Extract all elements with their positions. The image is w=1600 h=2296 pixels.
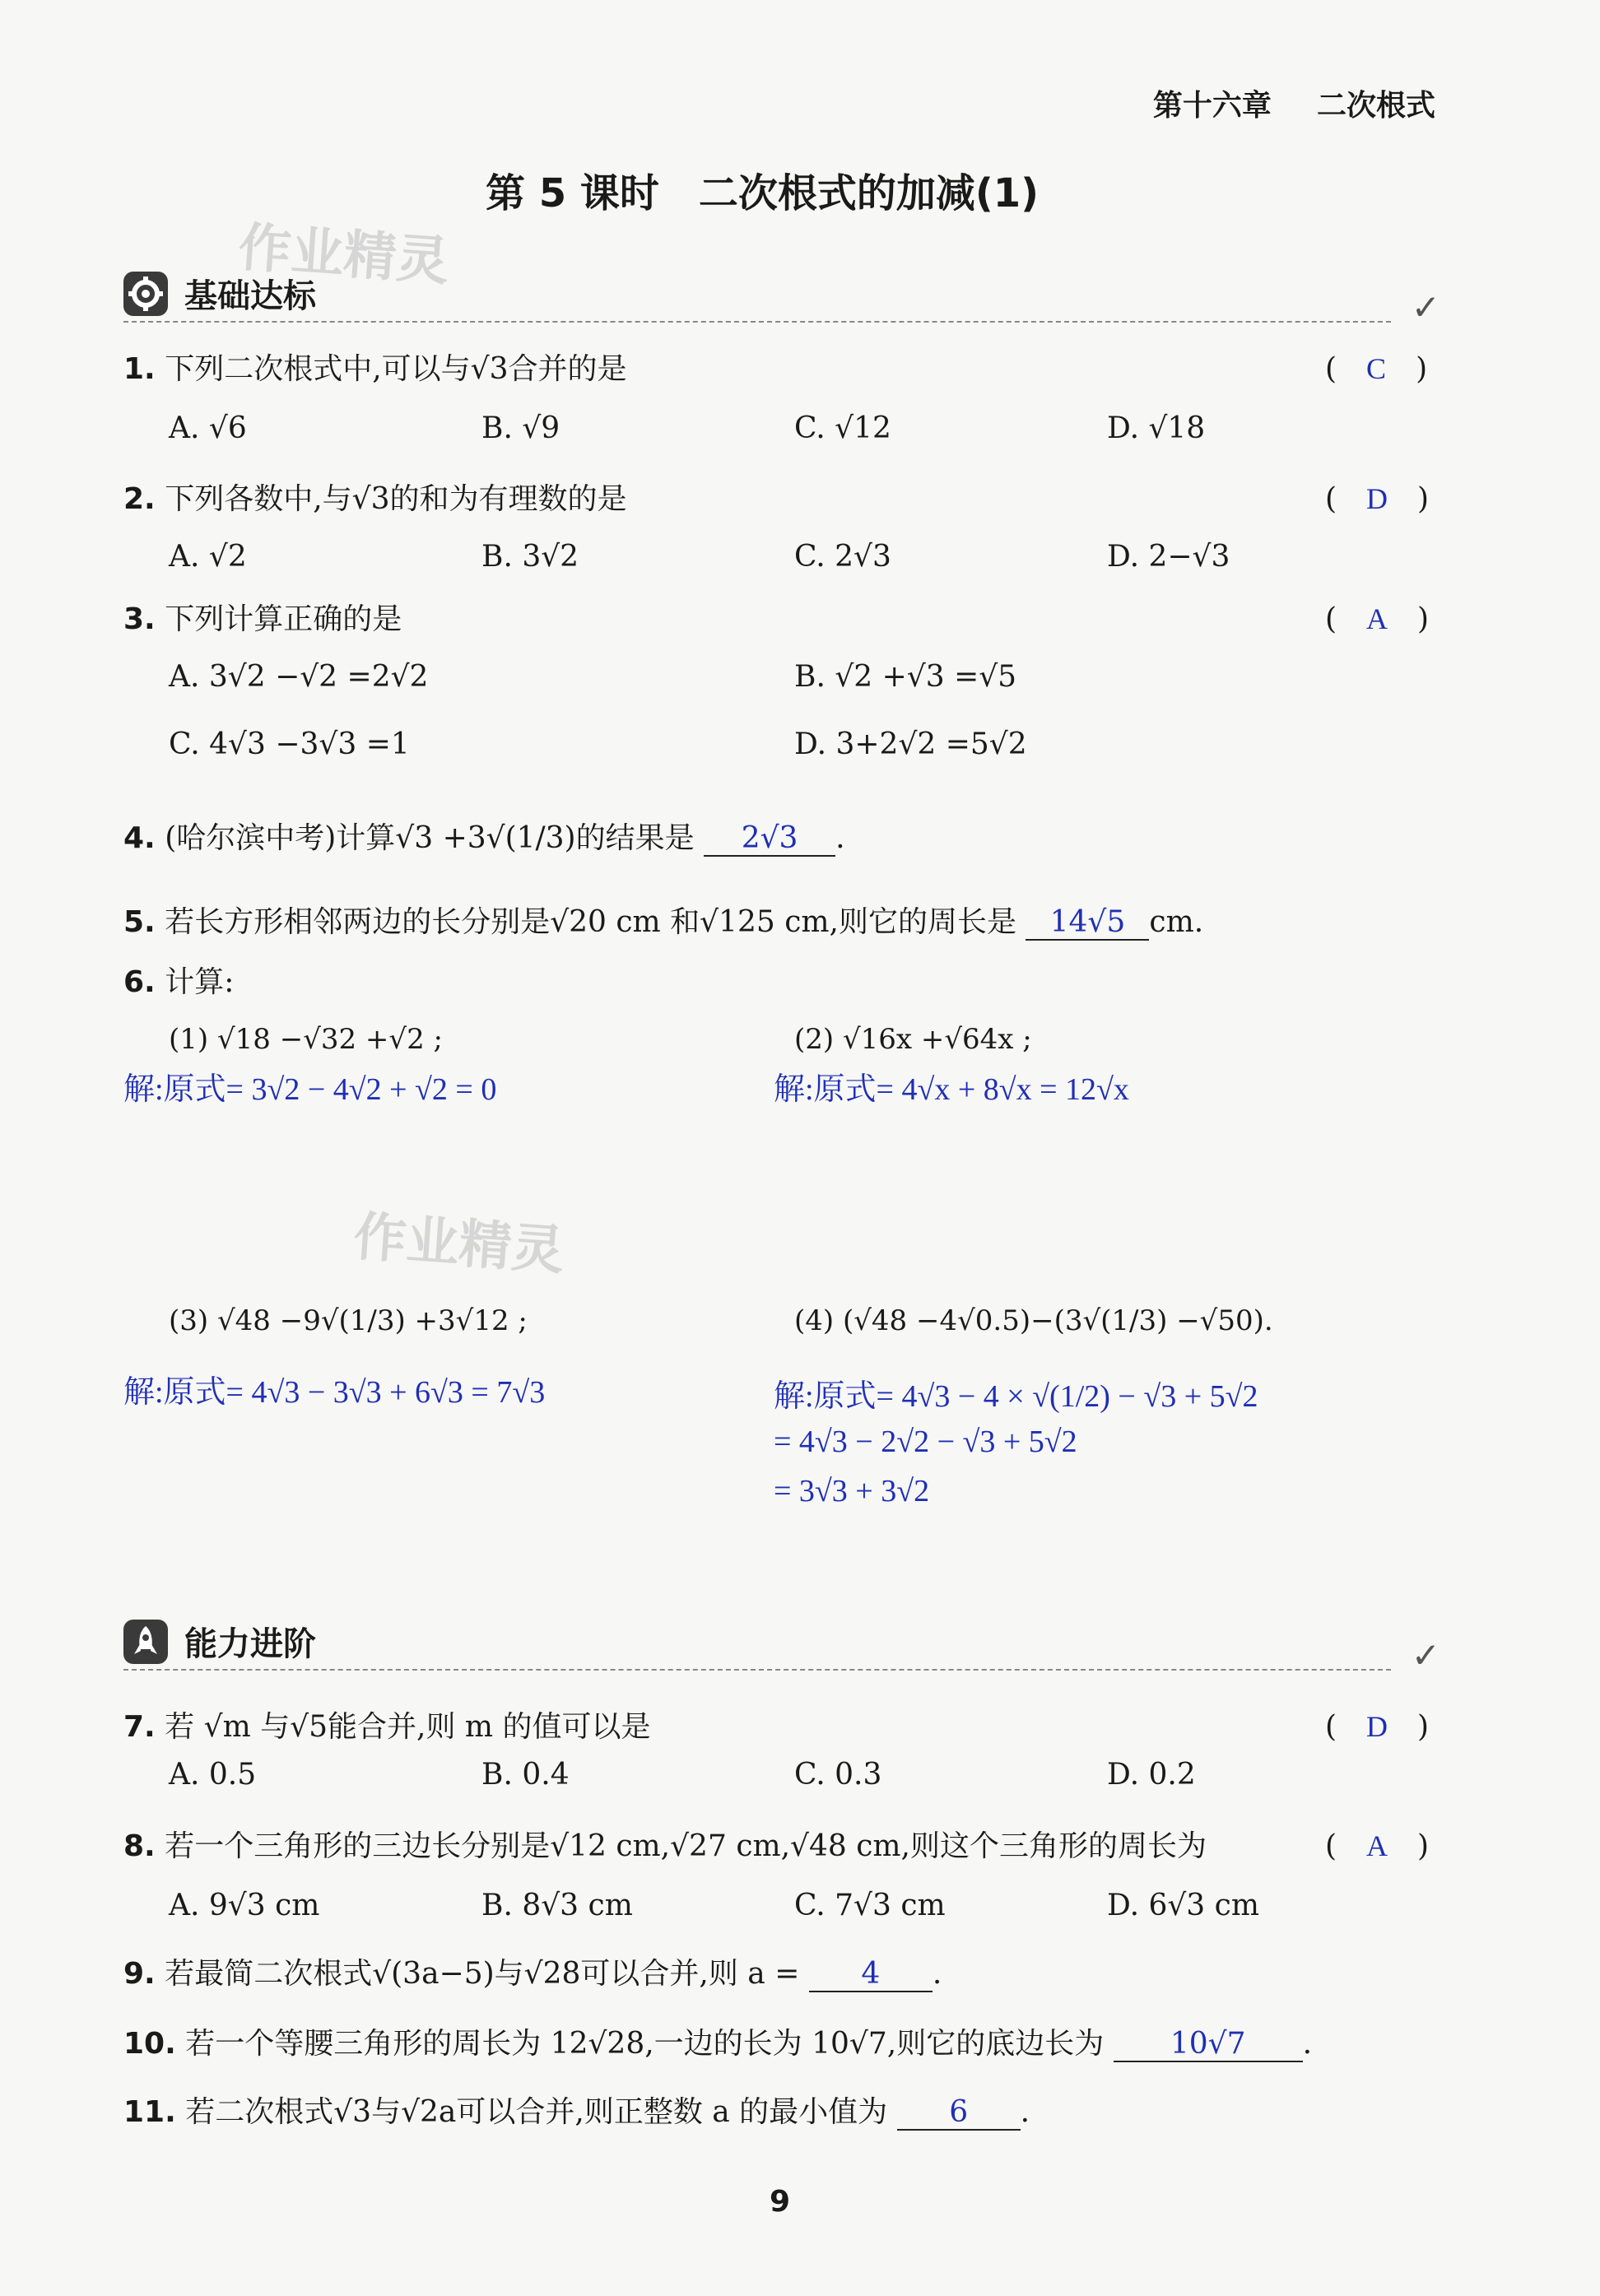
- question-5: 5. 若长方形相邻两边的长分别是√20 cm 和√125 cm,则它的周长是 14√5 cm.: [123, 905, 1204, 939]
- solution: 解:原式= 4√x + 8√x = 12√x: [774, 1072, 1129, 1107]
- gear-icon: [123, 272, 168, 316]
- answer: D: [1366, 482, 1388, 515]
- question-2: 2. 下列各数中,与√3的和为有理数的是: [123, 482, 627, 516]
- answer-blank: 2√3: [704, 821, 835, 857]
- option: A. 9√3 cm: [169, 1889, 320, 1922]
- solution: 解:原式= 3√2 − 4√2 + √2 = 0: [123, 1072, 497, 1107]
- option: D. 6√3 cm: [1107, 1889, 1259, 1922]
- question-7: 7. 若 √m 与√5能合并,则 m 的值可以是: [123, 1710, 651, 1744]
- checkmark-icon: ✓: [1411, 287, 1440, 328]
- option: A. 3√2 −√2 =2√2: [169, 660, 429, 694]
- section-basic: [123, 265, 1440, 328]
- option: D. 2−√3: [1107, 540, 1230, 574]
- option: B. 0.4: [481, 1758, 570, 1792]
- question-4: 4. (哈尔滨中考)计算√3 +3√(1/3)的结果是 2√3 .: [123, 821, 845, 855]
- section-title: 基础达标: [184, 277, 316, 315]
- divider: [123, 1669, 1391, 1671]
- solution: 解:原式= 4√3 − 3√3 + 6√3 = 7√3: [123, 1375, 546, 1410]
- option: B. 3√2: [481, 540, 579, 574]
- divider: [123, 321, 1391, 323]
- section-advanced: [123, 1613, 1440, 1676]
- option: C. 7√3 cm: [794, 1889, 946, 1922]
- watermark: 作业精灵: [236, 217, 451, 293]
- option: B. √2 +√3 =√5: [794, 660, 1017, 694]
- option: A. √6: [169, 411, 247, 445]
- answer-blank: 4: [809, 1957, 933, 1992]
- answer-bracket-2: ( D ): [1325, 482, 1430, 516]
- answer-blank: 14√5: [1026, 905, 1149, 941]
- page-title: 第 5 课时 二次根式的加减(1): [486, 170, 1040, 216]
- question-3: 3. 下列计算正确的是: [123, 602, 402, 636]
- checkmark-icon: ✓: [1411, 1635, 1440, 1676]
- rocket-icon: [123, 1620, 168, 1664]
- option: D. 3+2√2 =5√2: [794, 727, 1027, 761]
- sub-question: (2) √16x +√64x ;: [794, 1023, 1032, 1056]
- chapter-label: 第十六章: [1152, 89, 1272, 123]
- question-8: 8. 若一个三角形的三边长分别是√12 cm,√27 cm,√48 cm,则这个三角形的周长为: [123, 1829, 1207, 1863]
- answer-bracket-1: ( C ): [1325, 352, 1428, 386]
- option: B. 8√3 cm: [481, 1889, 633, 1922]
- solution: 解:原式= 4√3 − 4 × √(1/2) − √3 + 5√2: [774, 1379, 1258, 1414]
- answer-bracket-3: ( A ): [1325, 602, 1430, 636]
- option: C. 2√3: [794, 540, 891, 574]
- sub-question: (3) √48 −9√(1/3) +3√12 ;: [169, 1304, 528, 1337]
- option: A. √2: [169, 540, 247, 574]
- question-6: 6. 计算:: [123, 965, 235, 999]
- question-9: 9. 若最简二次根式√(3a−5)与√28可以合并,则 a = 4 .: [123, 1957, 942, 1991]
- answer-blank: 6: [897, 2095, 1021, 2131]
- question-1: 1. 下列二次根式中,可以与√3合并的是: [123, 352, 627, 386]
- option: B. √9: [481, 411, 560, 445]
- question-10: 10. 若一个等腰三角形的周长为 12√28,一边的长为 10√7,则它的底边长为 10√7 .: [123, 2027, 1313, 2061]
- watermark: 作业精灵: [351, 1206, 566, 1282]
- answer-bracket-8: ( A ): [1325, 1829, 1430, 1863]
- answer: A: [1366, 1829, 1388, 1862]
- answer: A: [1366, 602, 1388, 635]
- answer: D: [1366, 1710, 1388, 1743]
- option: C. 4√3 −3√3 =1: [169, 727, 410, 761]
- answer-bracket-7: ( D ): [1325, 1710, 1430, 1744]
- sub-question: (4) (√48 −4√0.5)−(3√(1/3) −√50).: [794, 1304, 1273, 1337]
- option: A. 0.5: [169, 1758, 257, 1792]
- chapter-header: [1153, 82, 1435, 124]
- option: C. √12: [794, 411, 891, 445]
- option: C. 0.3: [794, 1758, 882, 1792]
- option: D. 0.2: [1107, 1758, 1196, 1792]
- page-number: 9: [770, 2185, 791, 2219]
- answer: C: [1366, 352, 1387, 385]
- section-title: 能力进阶: [184, 1625, 316, 1663]
- answer-blank: 10√7: [1114, 2027, 1303, 2062]
- option: D. √18: [1107, 411, 1206, 445]
- topic-label: 二次根式: [1316, 89, 1435, 123]
- sub-question: (1) √18 −√32 +√2 ;: [169, 1023, 443, 1056]
- solution-line: = 4√3 − 2√2 − √3 + 5√2: [774, 1425, 1077, 1459]
- question-11: 11. 若二次根式√3与√2a可以合并,则正整数 a 的最小值为 6 .: [123, 2095, 1030, 2129]
- solution-line: = 3√3 + 3√2: [774, 1474, 930, 1508]
